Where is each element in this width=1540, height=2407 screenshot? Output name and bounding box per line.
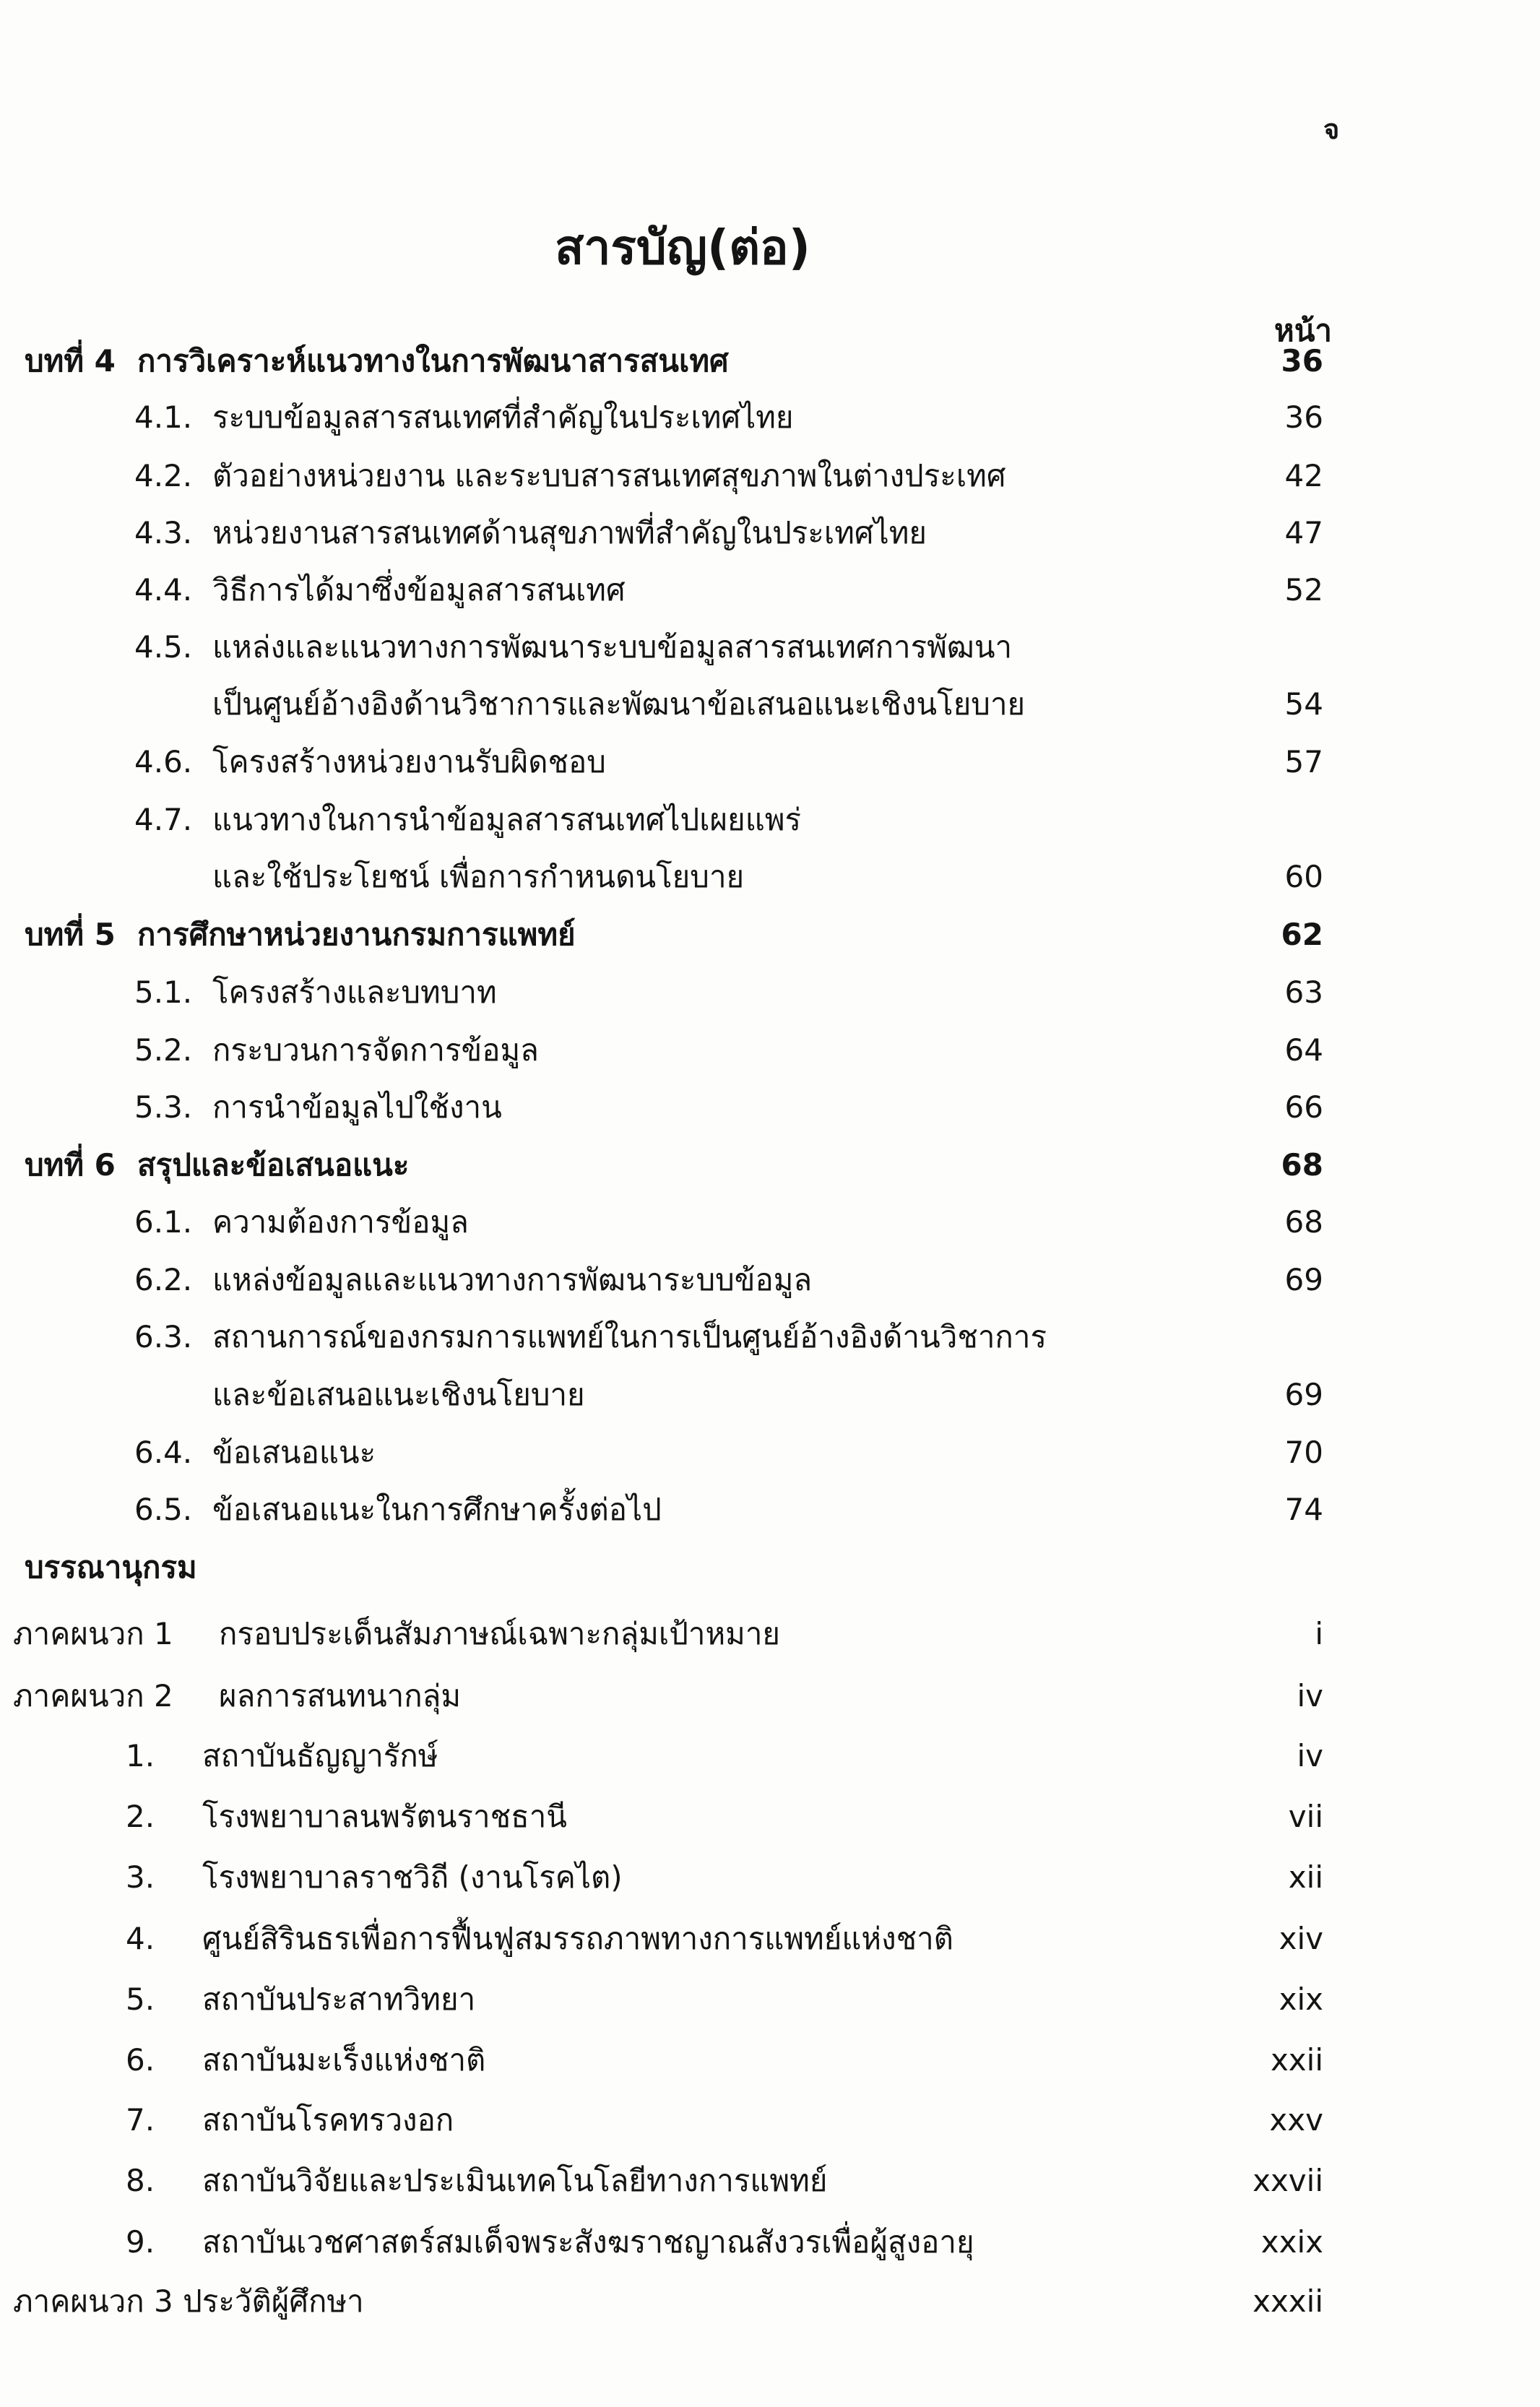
toc-entry-page-number: 66 [1284, 1089, 1323, 1125]
toc-entry-label: 5.1. [134, 975, 193, 1010]
toc-entry-label: 4.3. [134, 515, 193, 550]
toc-entry-title: ข้อเสนอแนะ [212, 1435, 376, 1470]
toc-entry-label: 7. [126, 2102, 155, 2138]
toc-entry-page-number: iv [1297, 1678, 1323, 1714]
toc-entry-title: ศูนย์สิรินธรเพื่อการฟื้นฟูสมรรถภาพทางการแพทย์แห่งชาติ [202, 1921, 953, 1956]
toc-entry-chap [0, 1136, 1540, 1194]
toc-entry-title: การศึกษาหน่วยงานกรมการแพทย์ [137, 917, 576, 952]
toc-entry-title: แหล่งและแนวทางการพัฒนาระบบข้อมูลสารสนเทศการพัฒนา [212, 629, 1013, 665]
toc-entry-title: สถาบันธัญญารักษ์ [202, 1738, 438, 1773]
toc-entry-label: 6.4. [134, 1435, 193, 1470]
toc-entry-title: สถาบันเวชศาสตร์สมเด็จพระสังฆราชญาณสังวรเพื่อผู้สูงอายุ [202, 2224, 974, 2260]
toc-entry-page-number: 52 [1284, 572, 1323, 608]
toc-entry-cont [0, 1366, 1540, 1424]
toc-entry-label: 5. [126, 1982, 155, 2017]
toc-entry-page-number: vii [1288, 1799, 1323, 1834]
toc-entry-label: ภาคผนวก 2 [13, 1678, 173, 1714]
toc-entry-page-number: 60 [1284, 859, 1323, 894]
toc-entry-title: สรุปและข้อเสนอแนะ [137, 1147, 410, 1183]
toc-entry-label: 3. [126, 1859, 155, 1895]
toc-entry-cont [0, 848, 1540, 906]
toc-entry-title: สถาบันโรคทรวงอก [202, 2102, 454, 2138]
toc-entry-title: โครงสร้างหน่วยงานรับผิดชอบ [212, 744, 606, 779]
toc-entry-sec [0, 618, 1540, 676]
toc-entry-title: ผลการสนทนากลุ่ม [219, 1678, 462, 1714]
toc-entry-title: และใช้ประโยชน์ เพื่อการกำหนดนโยบาย [212, 859, 745, 894]
toc-entry-title: กรอบประเด็นสัมภาษณ์เฉพาะกลุ่มเป้าหมาย [219, 1616, 781, 1651]
toc-entry-page-number: xxxii [1253, 2283, 1323, 2319]
toc-entry-label: 6.1. [134, 1204, 193, 1240]
toc-entry-label: 4.5. [134, 629, 193, 665]
toc-entry-page-number: 47 [1284, 515, 1323, 550]
toc-entry-title: สถาบันวิจัยและประเมินเทคโนโลยีทางการแพทย์ [202, 2163, 828, 2198]
toc-entry-item [0, 1910, 1540, 1968]
toc-entry-chap [0, 332, 1540, 390]
toc-entry-label: 5.2. [134, 1032, 193, 1068]
toc-entry-title: เป็นศูนย์อ้างอิงด้านวิชาการและพัฒนาข้อเสนอแนะเชิงนโยบาย [212, 686, 1026, 722]
toc-entry-label: 4.7. [134, 802, 193, 837]
toc-entry-sec [0, 1079, 1540, 1136]
toc-entry-item [0, 1971, 1540, 2028]
toc-entry-cont [0, 675, 1540, 733]
toc-entry-label: 5.3. [134, 1089, 193, 1125]
toc-entry-page-number: iv [1297, 1738, 1323, 1773]
toc-entry-sec [0, 561, 1540, 619]
toc-entry-sec [0, 504, 1540, 562]
toc-entry-label: 6.2. [134, 1262, 193, 1297]
page-title: สารบัญ(ต่อ) [555, 220, 810, 275]
toc-entry-title: ข้อเสนอแนะในการศึกษาครั้งต่อไป [212, 1492, 662, 1527]
toc-entry-sec [0, 1251, 1540, 1309]
toc-entry-page-number: xix [1279, 1982, 1323, 2017]
toc-entry-page-number: 63 [1284, 975, 1323, 1010]
toc-entry-page-number: 68 [1281, 1147, 1323, 1183]
toc-entry-page-number: 70 [1284, 1435, 1323, 1470]
toc-entry-item [0, 2091, 1540, 2149]
toc-entry-label: ภาคผนวก 3 ประวัติผู้ศึกษา [13, 2283, 364, 2319]
toc-entry-page-number: 68 [1284, 1204, 1323, 1240]
toc-entry-sec [0, 447, 1540, 505]
toc-entry-item [0, 1727, 1540, 1785]
toc-entry-sec [0, 733, 1540, 791]
toc-entry-title: สถาบันประสาทวิทยา [202, 1982, 476, 2017]
toc-entry-title: ระบบข้อมูลสารสนเทศที่สำคัญในประเทศไทย [212, 399, 794, 435]
toc-entry-sec [0, 791, 1540, 849]
toc-entry-page-number: 36 [1281, 343, 1323, 379]
toc-entry-page-number: 69 [1284, 1262, 1323, 1297]
toc-entry-page-number: 42 [1284, 458, 1323, 493]
toc-entry-label: 4.1. [134, 399, 193, 435]
toc-entry-sec [0, 1481, 1540, 1539]
toc-entry-label: บทที่ 4 [25, 343, 116, 379]
toc-entry-page-number: 57 [1284, 744, 1323, 779]
toc-entry-label: ภาคผนวก 1 [13, 1616, 173, 1651]
toc-entry-app [0, 1667, 1540, 1725]
toc-entry-item [0, 2213, 1540, 2271]
toc-entry-item [0, 1788, 1540, 1846]
toc-entry-sec [0, 1021, 1540, 1079]
toc-entry-label: 1. [126, 1738, 155, 1773]
toc-entry-title: ความต้องการข้อมูล [212, 1204, 469, 1240]
toc-entry-sec [0, 1193, 1540, 1251]
toc-entry-title: ตัวอย่างหน่วยงาน และระบบสารสนเทศสุขภาพในต่างประเทศ [212, 458, 1006, 493]
toc-entry-title: แนวทางในการนำข้อมูลสารสนเทศไปเผยแพร่ [212, 802, 802, 837]
toc-entry-title: การนำข้อมูลไปใช้งาน [212, 1089, 502, 1125]
toc-entry-title: แหล่งข้อมูลและแนวทางการพัฒนาระบบข้อมูล [212, 1262, 813, 1297]
toc-entry-title: โครงสร้างและบทบาท [212, 975, 497, 1010]
toc-entry-page-number: 62 [1281, 917, 1323, 952]
toc-entry-label: บทที่ 6 [25, 1147, 116, 1183]
toc-entry-sec [0, 389, 1540, 446]
toc-entry-item [0, 1849, 1540, 1906]
toc-entry-item [0, 2031, 1540, 2089]
page-column-header: หน้า [1274, 313, 1332, 348]
toc-entry-label: บทที่ 5 [25, 917, 116, 952]
toc-entry-item [0, 2152, 1540, 2210]
toc-entry-sec [0, 1424, 1540, 1482]
toc-entry-page-number: 36 [1284, 399, 1323, 435]
toc-entry-label: 4. [126, 1921, 155, 1956]
toc-entry-page-number: 64 [1284, 1032, 1323, 1068]
toc-entry-label: 4.2. [134, 458, 193, 493]
toc-entry-bib [0, 1539, 1540, 1596]
toc-entry-title: โรงพยาบาลนพรัตนราชธานี [202, 1799, 568, 1834]
toc-entry-page-number: xii [1288, 1859, 1323, 1895]
toc-entry-page-number: 54 [1284, 686, 1323, 722]
toc-entry-label: 4.4. [134, 572, 193, 608]
toc-entry-label: 6. [126, 2042, 155, 2078]
toc-entry-title: สถาบันมะเร็งแห่งชาติ [202, 2042, 486, 2078]
toc-entry-title: กระบวนการจัดการข้อมูล [212, 1032, 539, 1068]
toc-entry-sec [0, 964, 1540, 1021]
toc-entry-label: บรรณานุกรม [25, 1550, 197, 1585]
toc-entry-label: 2. [126, 1799, 155, 1834]
toc-entry-page-number: xxii [1270, 2042, 1323, 2078]
toc-entry-page-number: xxv [1269, 2102, 1323, 2138]
toc-entry-title: โรงพยาบาลราชวิถี (งานโรคไต) [202, 1859, 623, 1895]
toc-entry-page-number: xiv [1279, 1921, 1323, 1956]
toc-entry-app [0, 1605, 1540, 1663]
toc-entry-chap [0, 906, 1540, 964]
page-number: จ [1323, 113, 1340, 145]
toc-entry-title: สถานการณ์ของกรมการแพทย์ในการเป็นศูนย์อ้างอิงด้านวิชาการ [212, 1319, 1047, 1354]
toc-entry-page-number: 69 [1284, 1377, 1323, 1412]
toc-entry-label: 4.6. [134, 744, 193, 779]
toc-entry-label: 8. [126, 2163, 155, 2198]
toc-entry-sec [0, 1308, 1540, 1366]
toc-entry-title: การวิเคราะห์แนวทางในการพัฒนาสารสนเทศ [137, 343, 729, 379]
toc-entry-label: 9. [126, 2224, 155, 2260]
toc-entry-page-number: 74 [1284, 1492, 1323, 1527]
toc-entry-page-number: xxix [1260, 2224, 1323, 2260]
toc-entry-page-number: xxvii [1253, 2163, 1323, 2198]
toc-entry-label: 6.5. [134, 1492, 193, 1527]
toc-entry-title: วิธีการได้มาซึ่งข้อมูลสารสนเทศ [212, 572, 626, 608]
toc-entry-app3 [0, 2273, 1540, 2330]
toc-entry-page-number: i [1315, 1616, 1323, 1651]
toc-entry-title: หน่วยงานสารสนเทศด้านสุขภาพที่สำคัญในประเทศไทย [212, 515, 927, 550]
toc-entry-label: 6.3. [134, 1319, 193, 1354]
toc-entry-title: และข้อเสนอแนะเชิงนโยบาย [212, 1377, 585, 1412]
